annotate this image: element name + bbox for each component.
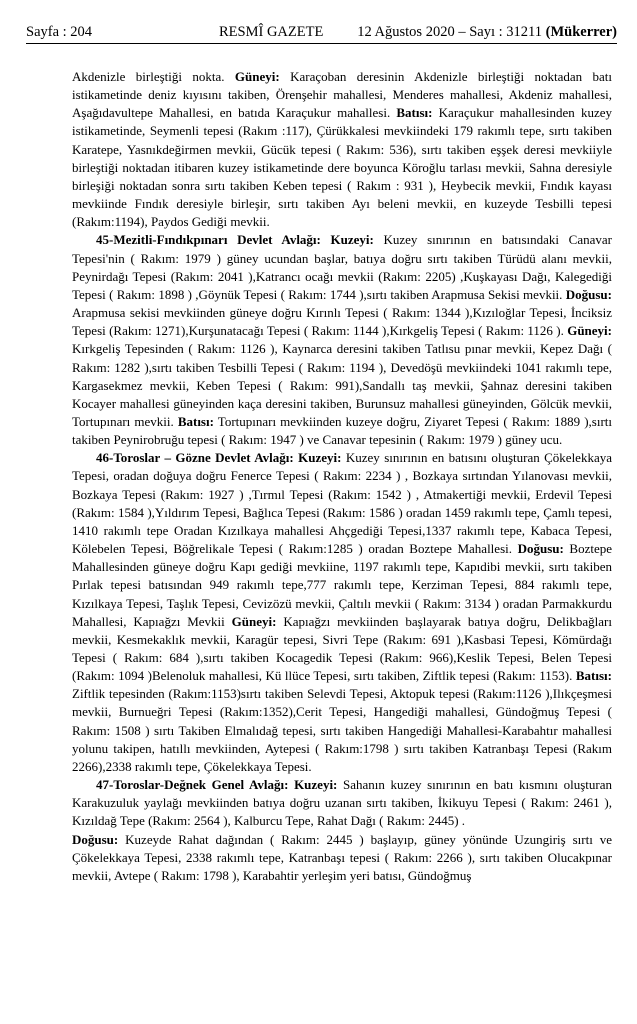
issue-date-number: 12 Ağustos 2020 – Sayı : 31211 — [357, 24, 542, 40]
bold-run: Doğusu: — [72, 831, 119, 847]
bold-run: Güneyi: — [234, 69, 280, 84]
text-run: Karaçoban deresinin Akdenizle birleştiği noktadan batı istikametinde deniz kıyısını takiben, Örenşehir mahallesi, Menderes mahallesi, Akdeniz mahallesi, Aşağıdavultepe Mahallesi, en batıda Karaçukur mahallesi. — [72, 69, 612, 121]
bold-run: Batısı: — [177, 413, 214, 429]
paragraph-4 — [72, 776, 612, 830]
document-body — [72, 68, 612, 885]
paragraph-3 — [72, 449, 612, 776]
text-run: Kuzey sınırının en batısını oluşturan Çökelekkaya Tepesi, oradan doğuya doğru Fenerce Tepesi ( Rakım: 2234 ) , Bozkaya sırtından Yılanovası mevkii, Bozkaya Tepesi (Rakım: 1927 ) ,Tırmıl Tepesi (Rakım: 1542 ) , Atmakertiği mevkii, Erdevil Tepesi (Rakım: 1584 ),Yıldırım Tepesi, Bağlıca Tepesi (Rakım: 1586 ) oradan 1459 rakımlı tepe, Çamlı tepesi, 1410 rakımlı tepe Oradan Kızılkaya mahallesi Ahçgediği Tepesi,1337 rakımlı tepe, Kabaca Tepesi, Kölebelen Tepesi, Böğrelikale Tepesi ( Rakım:1285 ) oradan Boztepe Mahallesi. — [72, 450, 612, 557]
bold-run: 45-Mezitli-Fındıkpınarı Devlet Avlağı: Kuzeyi: — [96, 232, 374, 248]
bold-run: 47-Toroslar-Değnek Genel Avlağı: Kuzeyi: — [96, 777, 338, 793]
text-run: Karaçukur mahallesinden kuzey istikametinde, Seymenli tepesi (Rakım :117), Çürükkalesi mevkiindeki 179 rakımlı tepe, sırtı takiben Karatepe, Yasnıkdeğirmen mevkii, Gücük tepesi ( Rakım: 536), sırtı takiben eşşek deresi mevkiiyle birleştiği noktadan itibaren kuzey istikametinde dere boyunca Köroğlu tarlası mevkii, Sahna deresiyle birleşiği noktadan sonra sırtı takiben Keben tepesi ( Rakım : 931 ), Heybecik mevkii, Fındık kayası mevkiinde Fındık deresiyle birleşir, sırtı takiben Ayı beleni mevkii, en kuzeyde Tesbilli tepesi (Rakım:1194), Paydos Gediği mevkii. — [72, 105, 612, 230]
bold-run: Doğusu: — [517, 541, 564, 557]
gazette-title: RESMÎ GAZETE — [219, 24, 324, 40]
text-run: Kuzey sınırının en batısındaki Canavar Tepesi'nin ( Rakım: 1979 ) güney ucundan başlar, batıya doğru sırtı takiben Türüdü alanı mevkii, Peynirdağı Tepesi (Rakım: 2041 ),Katrancı ocağı mevkii (Rakım: 2205) ,Kuşkayası Dağı, Kalegediği Tepesi ( Rakım: 1898 ) ,Göynük Tepesi ( Rakım: 1744 ),sırtı takiben Arapmusa Sekisi mevkii. — [72, 232, 612, 302]
header-rule — [26, 43, 617, 44]
paragraph-2 — [72, 231, 612, 449]
text-run: Kırkgeliş Tepesinden ( Rakım: 1126 ), Kaynarca deresini takiben Tatlısu pınar mevkii, Kepez Dağı ( Rakım: 1282 ),sırtı takiben Tesbilli Tepesi ( Rakım: 1194 ), Devedöşü mevkiindeki 1041 rakımlı tepe, Kargasekmez mevkii, Keben Tepesi ( Rakım: 991),Sandallı taş mevkii, Şahnaz deresini takiben Kocayer mahallesi güneyinden kaça deresini takiben, Burunsuz mahallesi güneyinden, Gölcük mevkii, Tortupınarı mevkii. — [72, 341, 612, 429]
bold-run: 46-Toroslar – Gözne Devlet Avlağı: Kuzeyi: — [96, 450, 342, 466]
text-run: Ziftlik tepesinden (Rakım:1153)sırtı takiben Selevdi Tepesi, Aktopuk tepesi (Rakım:1126 ),Ilıkçeşmesi mevkii, Burnueğri Tepesi (Rakım:1352),Cerit Tepesi, Hangediği mahallesi, Gündoğmuş Tepesi ( Rakım: 1508 ) sırtı Takiben Elmalıdağ tepesi, sırtı takiben Hangediği Mahallesi-Karabahtır mahallesi yolunu takipen, hatıllı mevkiinden, Aytepesi ( Rakım:1798 ) sırtı takiben Katranbaşı Tepesi (Rakım 2266),2338 rakımlı tepe, Çökelekkaya Tepesi. — [72, 686, 612, 774]
text-run: Kuzeyde Rahat dağından ( Rakım: 2445 ) başlayıp, güney yönünde Uzungiriş sırtı ve Çökelekkaya Tepesi, 2338 rakımlı tepe, Katranbaşı tepesi ( Rakım: 2266 ), sırtı takiben Olucakpınar mevkii, Avtepe ( Rakım: 1798 ), Karabahtir yerleşim yeri batısı, Gündoğmuş — [72, 831, 612, 883]
text-run: Akdenizle birleştiği nokta. — [72, 69, 235, 84]
text-run: Tortupınarı mevkiinden kuzeye doğru, Ziyaret Tepesi ( Rakım: 1889 ),sırtı takiben Peynirobruğu tepesi ( Rakım: 1947 ) ve Canavar tepesinin ( Rakım: 1979 ) güney ucu. — [72, 413, 612, 448]
text-run: Sahanın kuzey sınırının en batı kısmını oluşturan Karakuzuluk yaylağı mevkiinden batıya doğru uzanan sırtı takiben, İkikuyu Tepesi ( Rakım: 2461 ), Kızıldağ Tepe (Rakım: 2564 ), Kalburcu Tepe, Rahat Dağı ( Rakım: 2445) . — [72, 777, 612, 829]
bold-run: Batısı: — [575, 668, 612, 684]
text-run: Boztepe Mahallesinden güneye doğru Kapı gediği mevkiine, 1197 rakımlı tepe, Kapıdibi mevkii, sırtı takiben Pırlak tepesi batısından 949 rakımlı tepe,777 rakımlı tepe, Kerziman Tepesi, 884 rakımlı tepe, Kızılkaya Tepesi, Taşlık Tepesi, Cevizözü mevkii, Çaltılı mevkii ( Rakım: 3134 ) oradan Parmakkurdu Mahallesi, Kapıağzı Mevkii — [72, 541, 613, 629]
issue-special: (Mükerrer) — [545, 24, 617, 40]
issue-info — [357, 24, 617, 41]
bold-run: Güneyi: — [567, 323, 612, 339]
text-run: Arapmusa sekisi mevkiinden güneye doğru Kırınlı Tepesi ( Rakım: 1344 ),Kızıloğlar Tepesi, İnciksiz Tepesi (Rakım: 1271),Kurşunatacağı Tepesi ( Rakım: 1144 ),Kırkgeliş Tepesi ( Rakım: 1126 ). — [72, 305, 612, 339]
paragraph-1 — [72, 68, 612, 231]
bold-run: Güneyi: — [231, 613, 277, 629]
bold-run: Batısı: — [396, 105, 433, 121]
bold-run: Doğusu: — [565, 286, 612, 302]
paragraph-5 — [72, 831, 612, 885]
text-run: Kapıağzı mevkiinden başlayarak batıya doğru, Delikbağları mevkii, Kesmekaklık mevkii, Karagür tepesi, Sivri Tepe (Rakım: 691 ),Kasbasi Tepesi, Kömürdağı Tepesi ( Rakım: 684 ),sırtı takiben Kocagedik Tepesi (Rakım: 966),Keslik Tepesi, Belen Tepesi (Rakım: 1094 )Belenoluk mahallesi, Kü llüce Tepesi, sırtı takiben, Ziftlik tepesi (Rakım: 1153). — [72, 613, 612, 684]
page-number: Sayfa : 204 — [26, 24, 93, 40]
